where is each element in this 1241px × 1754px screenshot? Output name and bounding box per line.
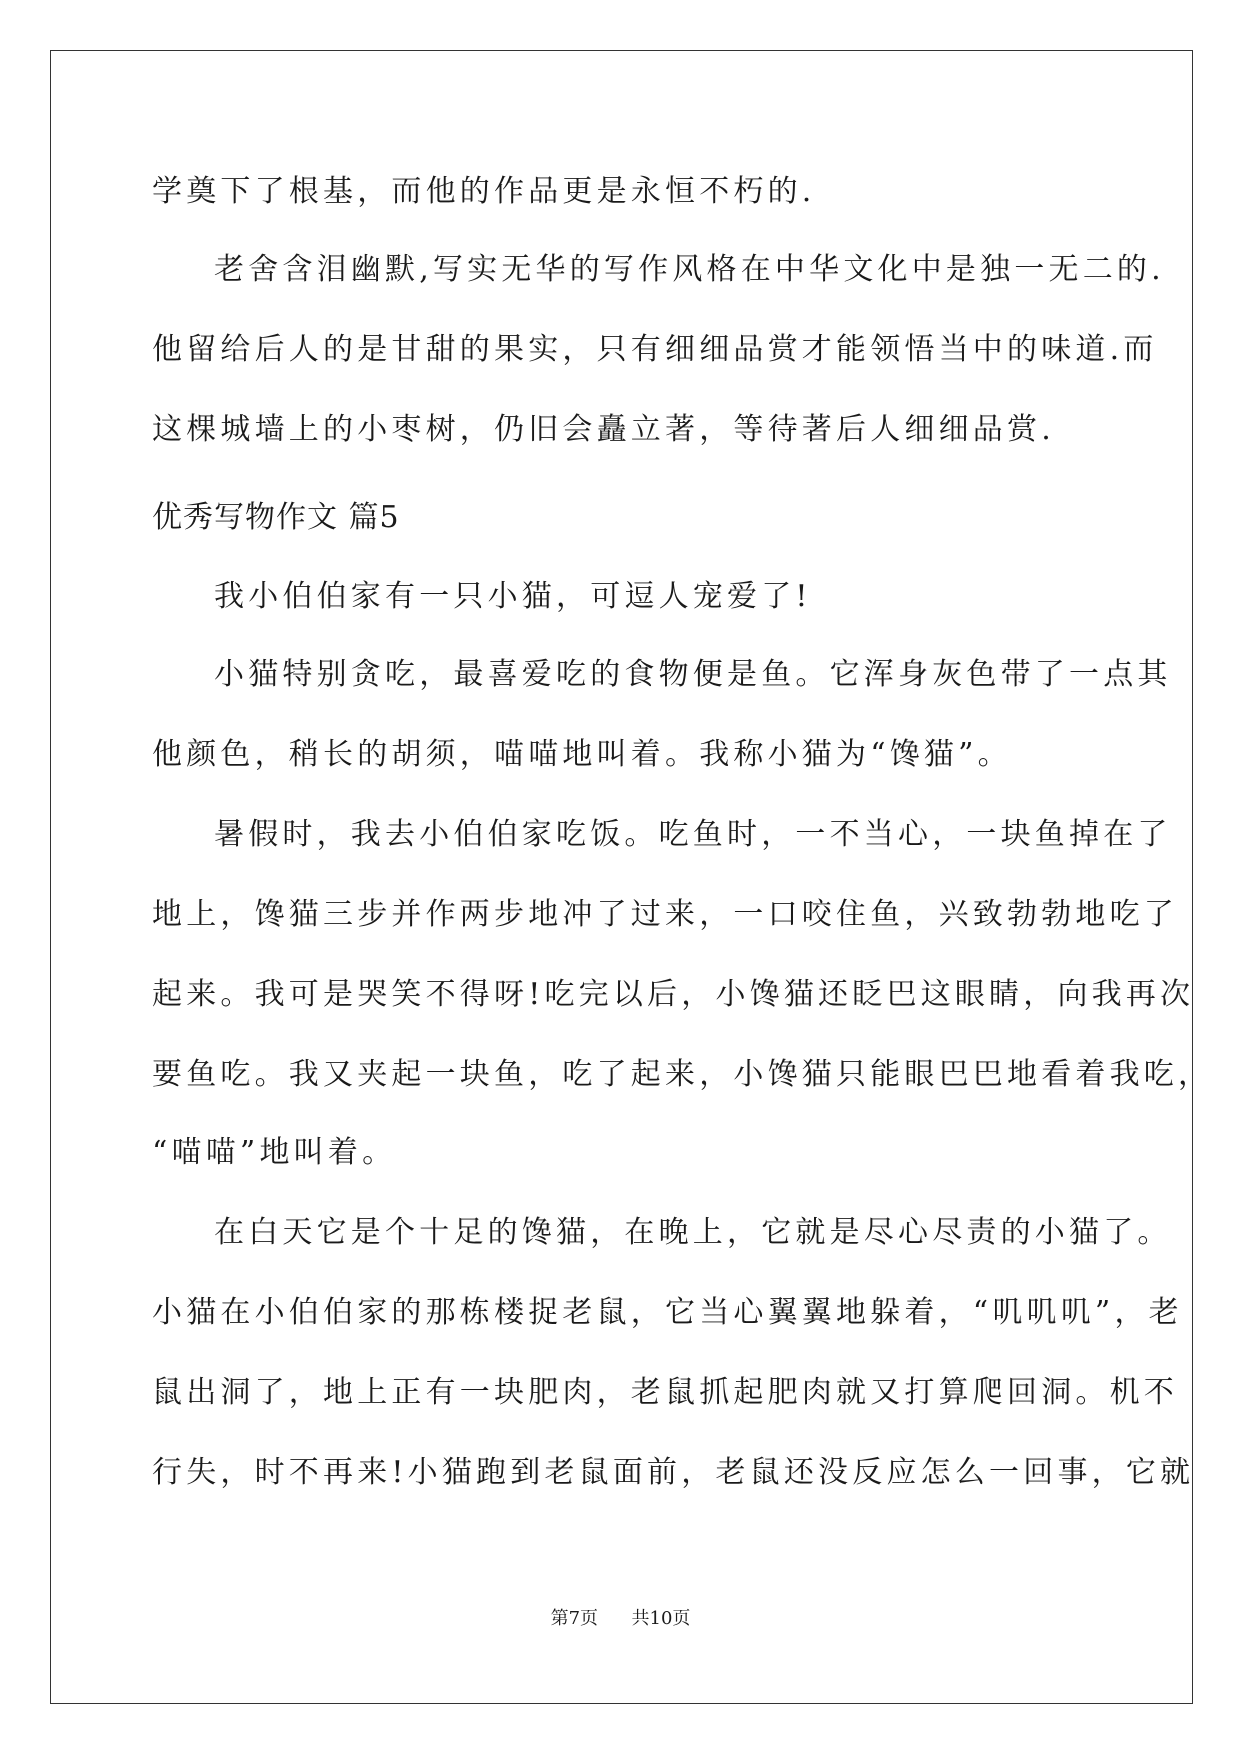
text-line-15: 小猫在小伯伯家的那栋楼捉老鼠，它当心翼翼地躲着，“叽叽叽”，老 <box>152 1295 1183 1330</box>
text-line-1: 学奠下了根基，而他的作品更是永恒不朽的. <box>152 174 816 209</box>
section-heading: 优秀写物作文 篇5 <box>152 500 400 535</box>
text-line-4: 这棵城墙上的小枣树，仍旧会矗立著，等待著后人细细品赏. <box>152 412 1055 447</box>
text-line-14: 在白天它是个十足的馋猫，在晚上，它就是尽心尽责的小猫了。 <box>214 1215 1172 1250</box>
text-line-12: 要鱼吃。我又夹起一块鱼，吃了起来，小馋猫只能眼巴巴地看着我吃， <box>152 1057 1213 1092</box>
text-line-17: 行失，时不再来!小猫跑到老鼠面前，老鼠还没反应怎么一回事，它就 <box>152 1455 1195 1490</box>
page-total: 共10页 <box>631 1608 691 1629</box>
text-line-3: 他留给后人的是甘甜的果实，只有细细品赏才能领悟当中的味道.而 <box>152 332 1158 367</box>
text-line-13: “喵喵”地叫着。 <box>152 1135 397 1170</box>
text-line-11: 起来。我可是哭笑不得呀!吃完以后，小馋猫还眨巴这眼睛，向我再次 <box>152 977 1195 1012</box>
text-line-9: 暑假时，我去小伯伯家吃饭。吃鱼时，一不当心，一块鱼掉在了 <box>214 817 1172 852</box>
text-line-10: 地上，馋猫三步并作两步地冲了过来，一口咬住鱼，兴致勃勃地吃了 <box>152 897 1178 932</box>
page-footer <box>0 1607 1241 1631</box>
text-line-16: 鼠出洞了，地上正有一块肥肉，老鼠抓起肥肉就又打算爬回洞。机不 <box>152 1375 1178 1410</box>
text-line-8: 他颜色，稍长的胡须，喵喵地叫着。我称小猫为“馋猫”。 <box>152 737 1012 772</box>
text-line-6: 我小伯伯家有一只小猫，可逗人宠爱了! <box>214 579 812 614</box>
text-line-2: 老舍含泪幽默,写实无华的写作风格在中华文化中是独一无二的. <box>214 252 1165 287</box>
page-number: 第7页 <box>550 1608 599 1629</box>
text-line-7: 小猫特别贪吃，最喜爱吃的食物便是鱼。它浑身灰色带了一点其 <box>214 657 1172 692</box>
